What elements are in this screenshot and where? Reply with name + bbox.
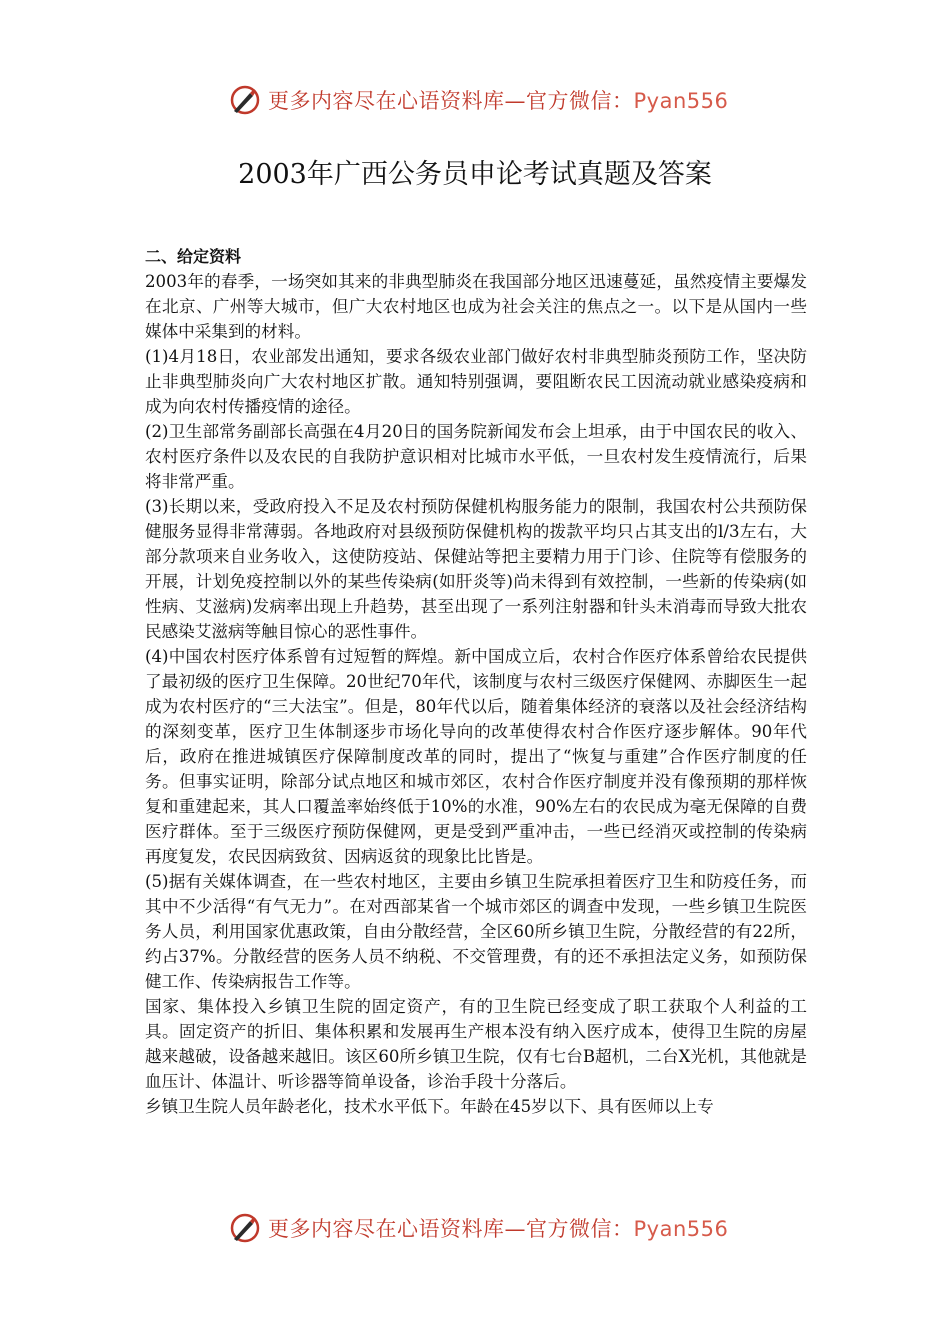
paragraph: (4)中国农村医疗体系曾有过短暂的辉煌。新中国成立后，农村合作医疗体系曾给农民提供了最初级的医疗卫生保障。20世纪70年代，该制度与农村三级医疗保健网、赤脚医生一起成为农村医疗的“三大法宝”。但是，80年代以后，随着集体经济的衰落以及社会经济结构的深刻变革，医疗卫生体制逐步市场化导向的改革使得农村合作医疗逐步解体。90年代后，政府在推进城镇医疗保障制度改革的同时，提出了“恢复与重建”合作医疗制度的任务。但事实证明，除部分试点地区和城市郊区，农村合作医疗制度并没有像预期的那样恢复和重建起来，其人口覆盖率始终低于10%的水准，90%左右的农民成为毫无保障的自费医疗群体。至于三级医疗预防保健网，更是受到严重冲击，一些已经消灭或控制的传染病再度复发，农民因病致贫、因病返贫的现象比比皆是。 xyxy=(145,647,807,866)
section-heading: 二、给定资料 xyxy=(145,247,242,266)
paragraph: (5)据有关媒体调查，在一些农村地区，主要由乡镇卫生院承担着医疗卫生和防疫任务，而其中不少活得“有气无力”。在对西部某省一个城市郊区的调查中发现，一些乡镇卫生院医务人员，利用国家优惠政策，自由分散经营，全区60所乡镇卫生院，分散经营的有22所，约占37%。分散经营的医务人员不纳税、不交管理费，有的还不承担法定义务，如预防保健工作、传染病报告工作等。 xyxy=(145,872,807,991)
paragraph: (1)4月18日，农业部发出通知，要求各级农业部门做好农村非典型肺炎预防工作，坚决防止非典型肺炎向广大农村地区扩散。通知特别强调，要阻断农民工因流动就业感染疫病和成为向农村传播疫情的途径。 xyxy=(145,347,807,416)
paragraph: (3)长期以来，受政府投入不足及农村预防保健机构服务能力的限制，我国农村公共预防保健服务显得非常薄弱。各地政府对县级预防保健机构的拨款平均只占其支出的l/3左右，大部分款项来自业务收入，这使防疫站、保健站等把主要精力用于门诊、住院等有偿服务的开展，计划免疫控制以外的某些传染病(如肝炎等)尚未得到有效控制，一些新的传染病(如性病、艾滋病)发病率出现上升趋势，甚至出现了一系列注射器和针头未消毒而导致大批农民感染艾滋病等触目惊心的恶性事件。 xyxy=(145,497,807,641)
wechat-id: Pyan556 xyxy=(633,1217,729,1241)
pen-swirl-logo-icon xyxy=(228,83,262,117)
wechat-id: Pyan556 xyxy=(633,89,729,113)
page-title: 2003年广西公务员申论考试真题及答案 xyxy=(238,159,712,190)
paragraph: (2)卫生部常务副部长高强在4月20日的国务院新闻发布会上坦承，由于中国农民的收入、农村医疗条件以及农民的自我防护意识相对比城市水平低，一旦农村发生疫情流行，后果将非常严重。 xyxy=(145,422,807,491)
pen-swirl-logo-icon xyxy=(228,1211,262,1245)
paragraph: 乡镇卫生院人员年龄老化，技术水平低下。年龄在45岁以下、具有医师以上专 xyxy=(145,1097,714,1116)
footer-watermark-banner xyxy=(0,1208,950,1248)
paragraph: 国家、集体投入乡镇卫生院的固定资产，有的卫生院已经变成了职工获取个人利益的工具。固定资产的折旧、集体积累和发展再生产根本没有纳入医疗成本，使得卫生院的房屋越来越破，设备越来越旧。该区60所乡镇卫生院，仅有七台B超机，二台X光机，其他就是血压计、体温计、听诊器等简单设备，诊治手段十分落后。 xyxy=(145,997,807,1091)
document-body xyxy=(145,244,807,1119)
header-watermark-banner xyxy=(0,80,950,120)
banner-text: 更多内容尽在心语资料库—官方微信：Pyan556 xyxy=(268,89,729,113)
banner-text: 更多内容尽在心语资料库—官方微信：Pyan556 xyxy=(268,1217,729,1241)
paragraph: 2003年的春季，一场突如其来的非典型肺炎在我国部分地区迅速蔓延，虽然疫情主要爆发在北京、广州等大城市，但广大农村地区也成为社会关注的焦点之一。以下是从国内一些媒体中采集到的材料。 xyxy=(145,272,807,341)
